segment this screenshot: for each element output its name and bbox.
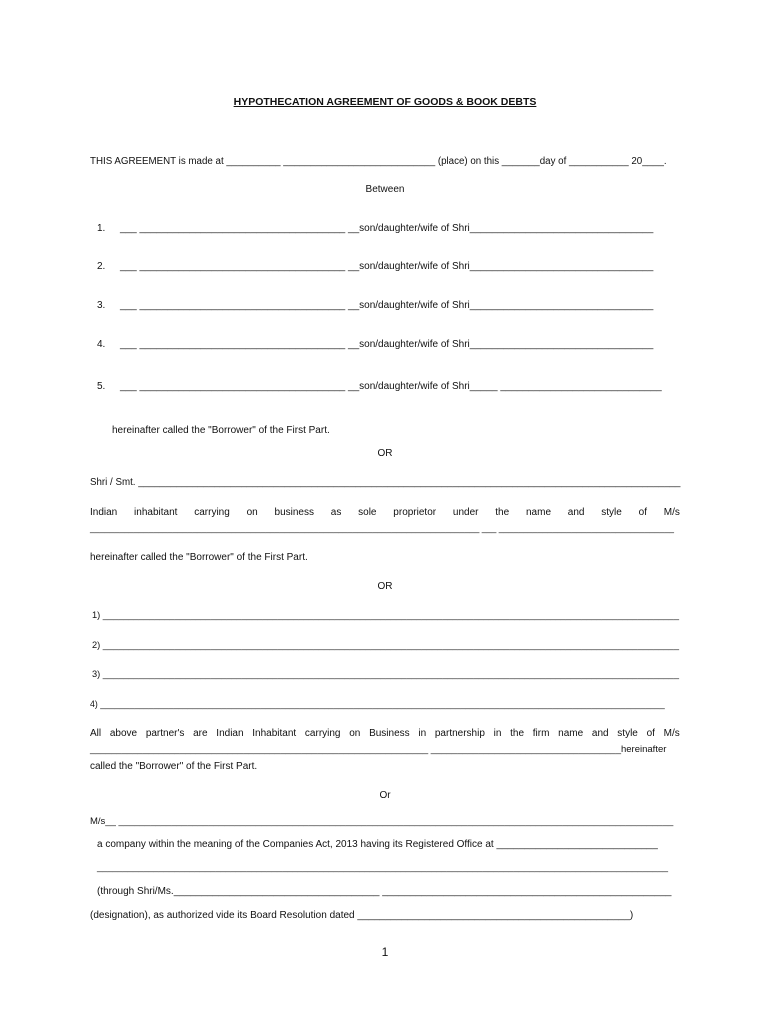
partnership-word: Inhabitant: [252, 728, 297, 739]
proprietor-word: the: [495, 507, 510, 518]
partnership-word: are: [193, 728, 208, 739]
proprietor-word: carrying: [194, 507, 230, 518]
partnership-word: M/s: [663, 728, 680, 739]
or-separator: OR: [377, 448, 393, 459]
proprietor-word: on: [246, 507, 258, 518]
proprietor-word: of: [638, 507, 647, 518]
proprietor-word: proprietor: [393, 507, 437, 518]
company-address-blank-line: _______________________________________________________________________________________________________________: [97, 862, 669, 872]
company-registered-office-line: a company within the meaning of the Companies Act, 2013 having its Registered Office at _____________________________: [97, 839, 658, 850]
borrower-number: 5.: [97, 381, 106, 392]
partner-line: 4) ____________________________________________________________________________________________________________________: [90, 699, 665, 709]
borrower-line: ___ _____________________________________ __son/daughter/wife of Shri_________________________________: [120, 339, 654, 350]
shri-smt-line: Shri / Smt. ____________________________________________________________________________________________________: [90, 477, 681, 488]
borrower-line: ___ _____________________________________ __son/daughter/wife of Shri_____ _____________________________: [120, 381, 662, 392]
document-title: HYPOTHECATION AGREEMENT OF GOODS & BOOK DEBTS: [233, 96, 537, 108]
partnership-word: partnership: [434, 728, 485, 739]
partnership-word: carrying: [304, 728, 341, 739]
partnership-word: firm: [532, 728, 550, 739]
agreement-intro-line: THIS AGREEMENT is made at __________ ____________________________ (place) on this _______day of ___________ 20____.: [90, 156, 667, 167]
partner-line: 1) ________________________________________________________________________________________________________________: [92, 610, 679, 620]
page-number: 1: [381, 945, 389, 959]
partnership-word: above: [109, 728, 138, 739]
borrower-number: 1.: [97, 223, 106, 234]
partnership-word: name: [558, 728, 584, 739]
partnership-word: and: [591, 728, 609, 739]
or-separator: Or: [379, 790, 391, 801]
partnership-word: Indian: [216, 728, 244, 739]
borrower-line: ___ _____________________________________ __son/daughter/wife of Shri_________________________________: [120, 261, 654, 272]
proprietor-blank-line: ________________________________________________________________________________ ___ ____________________________________: [90, 523, 674, 533]
proprietor-word: as: [330, 507, 342, 518]
borrower-number: 2.: [97, 261, 106, 272]
partnership-word: in: [418, 728, 427, 739]
proprietor-word: business: [274, 507, 314, 518]
proprietor-line: [90, 507, 680, 518]
through-representative-line: (through Shri/Ms._____________________________________ ____________________________________________________: [97, 886, 672, 897]
partner-line: 2) ________________________________________________________________________________________________________________: [92, 640, 679, 650]
partnership-word: style: [617, 728, 638, 739]
partnership-word: on: [349, 728, 361, 739]
proprietor-word: sole: [358, 507, 377, 518]
proprietor-word: M/s: [663, 507, 680, 518]
proprietor-word: style: [601, 507, 622, 518]
partnership-word: All: [90, 728, 102, 739]
partner-line: 3) ________________________________________________________________________________________________________________: [92, 669, 679, 679]
borrower-line: ___ _____________________________________ __son/daughter/wife of Shri_________________________________: [120, 300, 654, 311]
partnership-word: the: [510, 728, 525, 739]
designation-resolution-line: (designation), as authorized vide its Board Resolution dated _________________________________________________): [90, 910, 634, 921]
proprietor-word: under: [452, 507, 479, 518]
borrower-first-part-note: called the "Borrower" of the First Part.: [90, 761, 258, 772]
borrower-first-part-note: hereinafter called the "Borrower" of the First Part.: [112, 425, 330, 436]
between-label: Between: [365, 184, 405, 195]
borrower-line: ___ _____________________________________ __son/daughter/wife of Shri_________________________________: [120, 223, 654, 234]
partnership-word: of: [646, 728, 655, 739]
proprietor-word: inhabitant: [134, 507, 178, 518]
borrower-first-part-note: hereinafter called the "Borrower" of the First Part.: [90, 552, 308, 563]
partnership-word: Business: [369, 728, 410, 739]
partnership-word: partner's: [145, 728, 185, 739]
proprietor-word: name: [525, 507, 551, 518]
or-separator: OR: [377, 581, 393, 592]
company-ms-line: M/s__ _________________________________________________________________________________________________________: [90, 816, 674, 827]
partnership-word: in: [493, 728, 502, 739]
partnership-line: [90, 728, 680, 739]
proprietor-word: and: [567, 507, 585, 518]
borrower-number: 3.: [97, 300, 106, 311]
borrower-number: 4.: [97, 339, 106, 350]
partnership-blank-line: ________________________________________________________________ ____________________________________hereinafter: [90, 744, 667, 755]
proprietor-word: Indian: [90, 507, 118, 518]
